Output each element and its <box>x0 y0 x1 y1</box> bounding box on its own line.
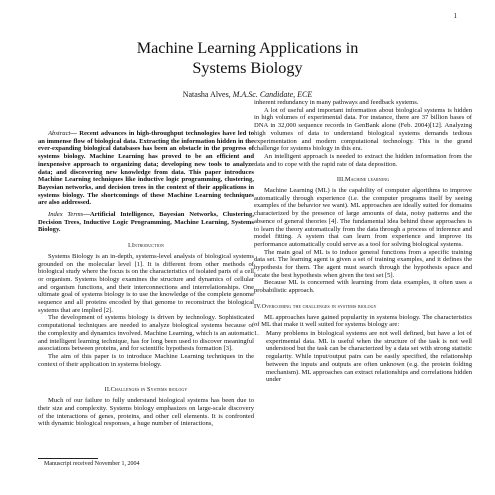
section-number: IV. <box>254 302 262 310</box>
paragraph: The aim of this paper is to introduce Machine Learning techniques in the context of their application in systems biology. <box>38 352 254 368</box>
title-line-1: Machine Learning Applications in <box>136 39 359 57</box>
list-item-text: Many problems in biological systems are not well defined, but have a lot of experimental data. ML is useful when the structure of the task is not well understood but the task can be characterized by a data set with strong statistic regularity. While input/output pairs can be easily specified, the relationship between the inputs and outputs are often unknown (e.g. the protein folding mechanism). ML approaches can extract relationships and correlations hidden under <box>266 329 472 384</box>
paragraph: A lot of useful and important information about biological systems is hidden in high volumes of experimental data. For instance, there are 37 billion bases of DNA in 32,000 sequence records in GenBank alone (Feb. 2004)[12]. Analyzing high volumes of data to understand biological systems demands tedious experimentation and modern computational technology. This is the grand challenge for systems biology in this era. <box>254 106 472 153</box>
footnote-text: Manuscript received November 1, 2004 <box>44 461 140 467</box>
section-number: III. <box>336 176 345 184</box>
paragraph: The main goal of ML is to induce general functions from a specific training data set. The learning agent is given a set of training examples, and it defines the hypothesis for them. The agent must search through the hypothesis space and locate the best hypothesis when given the test set [5]. <box>254 248 472 279</box>
paragraph: Because ML is concerned with learning from data examples, it often uses a probabilistic approach. <box>254 279 472 295</box>
paragraph: ML approaches have gained popularity in systems biology. The characteristics of ML that make it well suited for systems biology are: <box>254 313 472 329</box>
paragraph: An intelligent approach is needed to extract the hidden information from the data and to cope with the rapid rate of data deposition. <box>254 152 472 168</box>
section-title: Machine learning <box>344 176 390 184</box>
section-heading-overcoming <box>254 303 472 311</box>
right-column <box>254 99 472 384</box>
author-name: Natasha Alves, <box>182 90 231 99</box>
numbered-list <box>254 330 472 384</box>
paragraph: Systems Biology is an in-depth, systems-level analysis of biological systems grounded on the molecular level [1]. It is different from other methods of biological study where the focus is on the characteristics of isolated parts of a cell or organism. Systems biology examines the structure and dynamics of cellular and organism functions, and their interconnections and interrelationships. One ultimate goal of systems biology is to use the knowledge of the complete genome sequence and all proteins encoded by that genome to reconstruct the biological systems that are implied [2]. <box>38 252 254 314</box>
abstract-text: — Recent advances in high-throughput technologies have led to an immense flow of biological data. Extracting the information hidden in the ever-expanding biological databases has been an obstacle in the progress of systems biology. Machine Learning has proved to be an efficient and inexpensive approach to organizing data; developing new tools to analyze data; and discovering new knowledge from data. This paper introduces Machine Learning techniques like inductive logic programming, clustering, Bayesian networks, and decision trees in the context of their applications in systems biology. The shortcomings of these Machine Learning techniques are also addressed. <box>38 130 254 207</box>
section-heading-challenges <box>38 386 254 394</box>
section-title: Introduction <box>131 242 164 250</box>
list-item <box>254 330 472 384</box>
section-heading-machine-learning <box>254 176 472 184</box>
title-line-2: Systems Biology <box>192 59 303 77</box>
abstract <box>38 130 254 207</box>
list-item-number: 1. <box>254 329 259 337</box>
paragraph: Much of our failure to fully understand biological systems has been due to their size and complexity. Systems biology emphasizes on large-scale discovery of the interactions of genes, proteins, and other cell elements. It is confronted with dynamic biological responses, a huge number of interactions, <box>38 397 254 428</box>
author-line <box>0 90 495 99</box>
index-terms-label: Index Terms <box>48 211 84 219</box>
left-column <box>38 130 254 428</box>
paragraph: Machine Learning (ML) is the capability of computer algorithms to improve automatically through experience (i.e. the computer programs itself by seeing examples of the behavior we want). ML approaches are ideally suited for domains characterized by the presence of large amounts of data, noisy patterns and the absence of general theories [4]. The fundamental idea behind these approaches is to learn the theory automatically from the data through a process of inference and model fitting. A system that can learn from experience and improve its performance automatically could serve as a tool for solving biological systems. <box>254 187 472 248</box>
section-number: II. <box>104 386 111 394</box>
page-number: 1 <box>453 12 457 20</box>
section-number: I. <box>128 242 132 250</box>
footnote-rule <box>38 458 98 459</box>
section-heading-introduction <box>38 242 254 250</box>
footnote <box>38 458 254 467</box>
abstract-label: Abstract <box>48 130 71 137</box>
section-title: Overcoming the challenges in systems biology <box>261 302 377 310</box>
author-affiliation: M.A.Sc. Candidate, ECE <box>232 90 313 99</box>
paragraph: The development of systems biology is driven by technology. Sophisticated computational techniques are needed to analyze biological systems because of the complexity and dynamics involved. Machine Learning, which is an automatic and intelligent learning technique, has for long been used to discover meaningful associations between proteins, and for scientific hypothesis formation [3]. <box>38 314 254 353</box>
section-title: Challenges in Systems biology <box>110 386 188 394</box>
index-terms <box>38 211 254 234</box>
paragraph: inherent redundancy in many pathways and feedback systems. <box>254 99 419 106</box>
index-terms-text: —Artificial Intelligence, Bayesian Networks, Clustering, Decision Trees, Inductive Logic Programming, Machine Learning, Systems Biology. <box>38 211 254 234</box>
